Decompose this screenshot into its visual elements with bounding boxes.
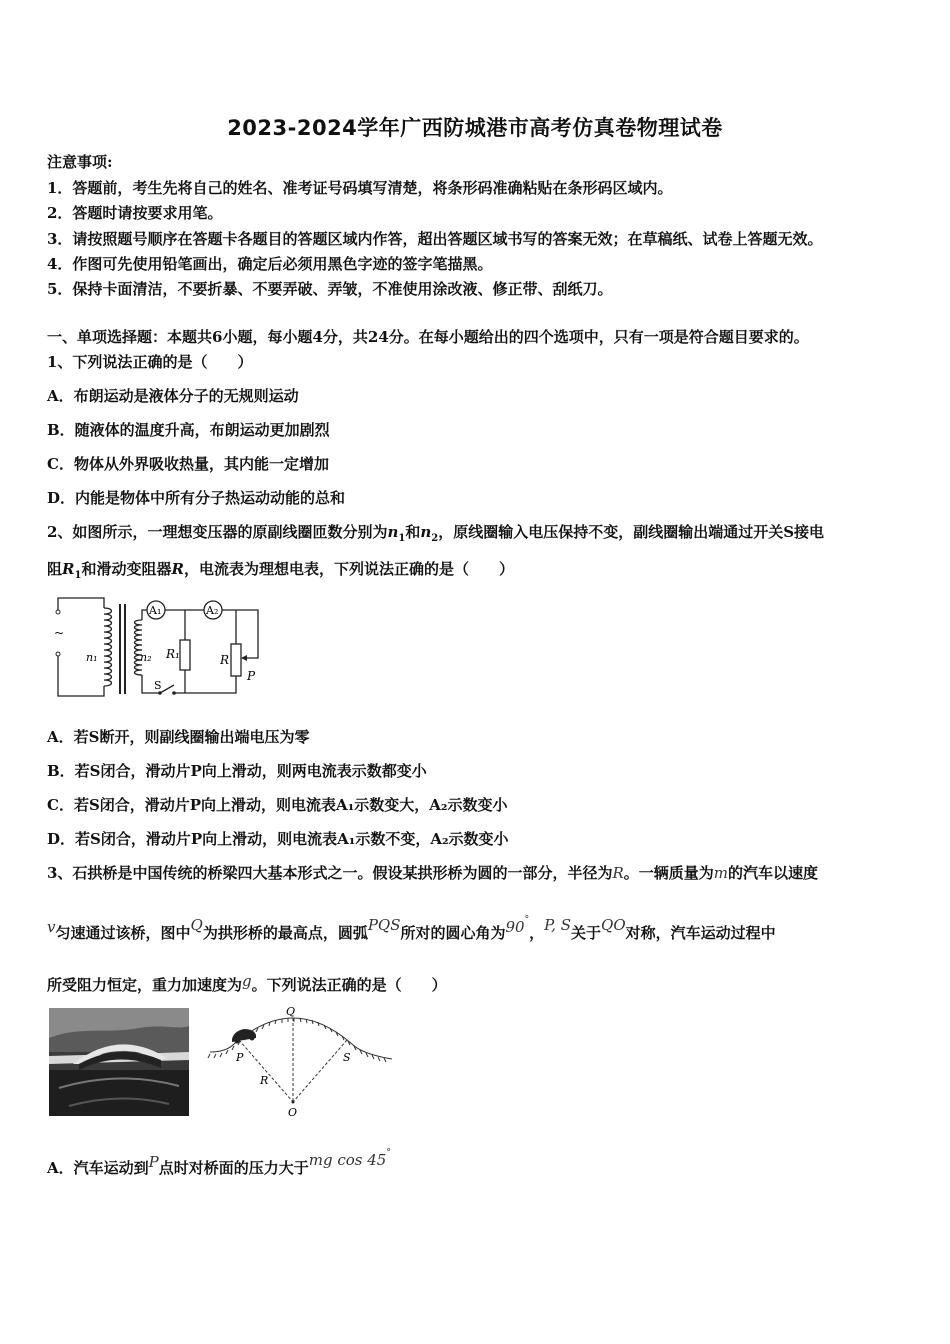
radius-os [293,1040,347,1102]
page-title: 2023-2024学年广西防城港市高考仿真卷物理试卷 [227,116,723,140]
q2-n1: n [387,523,399,541]
question-3-option-a [47,1148,391,1178]
q3-text: 关于 [571,924,602,942]
q3-option-math-degree: ° [386,1148,391,1158]
section-heading: 一、单项选择题：本题共6小题，每小题4分，共24分。在每小题给出的四个选项中，只有一项是符合题目要求的。 [47,328,809,346]
q3-text: 所对的圆心角为 [400,924,506,942]
q3-text: 所受阻力恒定，重力加速度为 [47,976,243,994]
car-wheel [250,1036,255,1041]
secondary-wire [142,610,147,620]
question-2-stem-line2 [47,559,514,586]
arch-bridge-diagram [206,1004,396,1122]
q3-text: 为拱形桥的最高点，圆弧 [202,924,368,942]
terminal [56,610,60,614]
q3-option-text: 点时对桥面的压力大于 [158,1159,309,1177]
q3-math-angle: 90 [505,918,525,936]
q3-math-g: g [242,972,252,990]
q3-math-pqs: PQS [367,916,401,934]
notice-item: 1．答题前，考生先将自己的姓名、准考证号码填写清楚，将条形码准确粘贴在条形码区域内。 [47,179,673,197]
p-label: P [247,669,256,683]
q3-math-qo: QO [601,916,626,934]
n1-label: n₁ [86,651,98,664]
q3-math-degree: ° [524,915,530,925]
question-2-option-c: C．若S闭合，滑动片P向上滑动，则电流表A₁示数变大，A₂示数变小 [47,796,508,814]
switch-contact [172,691,176,695]
question-3-line-3 [47,972,447,995]
wire [174,676,236,693]
label-r: R [260,1074,269,1087]
question-1-stem: 1、下列说法正确的是（ ） [47,353,253,371]
slider-wire [222,610,258,658]
notice-item: 5．保持卡面清洁，不要折暴、不要弄破、弄皱，不准使用涂改液、修正带、刮纸刀。 [47,280,613,298]
radius-op [239,1040,293,1102]
stone-bridge-photo [49,1008,189,1116]
q2-text: ，电流表为理想电表，下列说法正确的是（ ） [183,560,514,578]
q3-math-q: Q [190,916,203,934]
question-3-line-1 [47,863,818,883]
primary-coil [104,608,112,686]
q3-text: ， [529,924,545,942]
car-wheel [235,1039,240,1044]
q2-text: 2、如图所示，一理想变压器的原副线圈匝数分别为 [47,523,388,541]
secondary-coil [135,620,143,675]
r1-label: R₁ [166,647,180,661]
transformer-circuit-figure [48,596,278,704]
q3-text: 。下列说法正确的是（ ） [251,976,447,994]
switch-s-label: S [154,679,162,692]
notice-item: 2．答题时请按要求用笔。 [47,204,223,222]
q3-text: 3、石拱桥是中国传统的桥梁四大基本形式之一。假设某拱形桥为圆的一部分，半径为 [47,864,613,882]
label-o: O [288,1106,298,1119]
q3-text: 对称，汽车运动过程中 [625,924,776,942]
q3-text: 。一辆质量为 [623,864,714,882]
q2-n1-sub: 1 [398,533,406,544]
q3-math-v: v [47,918,56,936]
q3-option-math-p: P [148,1153,159,1171]
q3-option-text: A．汽车运动到 [47,1159,149,1177]
switch-blade [160,685,174,693]
question-1-option-c: C．物体从外界吸收热量，其内能一定增加 [47,455,329,473]
q3-math-r: R [612,864,624,882]
q2-text: 和滑动变阻器 [81,560,172,578]
notice-heading: 注意事项: [47,153,113,171]
q2-r1-sub: 1 [74,570,82,581]
center-point [292,1101,295,1104]
n2-label: n₂ [140,651,152,664]
notice-item: 4．作图可先使用铅笔画出，确定后必须用黑色字迹的签字笔描黑。 [47,255,493,273]
resistor-r1 [180,640,190,670]
q2-text: 阻 [47,560,63,578]
rheostat-r [231,644,241,676]
primary-wire-top [58,598,104,610]
label-q: Q [286,1005,296,1018]
terminal [56,652,60,656]
q2-n2: n [420,523,432,541]
question-2-stem [47,522,824,549]
question-3-line-2 [47,915,776,943]
q2-r1: R [62,560,75,578]
photo-water [49,1070,189,1116]
question-1-option-d: D．内能是物体中所有分子热运动动能的总和 [47,489,346,507]
r-label: R [220,653,230,667]
ammeter-a2-label: A₂ [206,604,219,617]
q2-text: 和 [405,523,421,541]
question-2-option-d: D．若S闭合，滑动片P向上滑动，则电流表A₁示数不变，A₂示数变小 [47,830,509,848]
label-s: S [343,1051,351,1064]
question-1-option-b: B．随液体的温度升高，布朗运动更加剧烈 [47,421,330,439]
q3-option-math-expr: mg cos 45 [308,1151,387,1169]
question-2-option-a: A．若S断开，则副线圈输出端电压为零 [47,728,310,746]
q2-r: R [171,560,184,578]
question-1-option-a: A．布朗运动是液体分子的无规则运动 [47,387,299,405]
q3-math-m: m [713,864,728,882]
question-2-option-b: B．若S闭合，滑动片P向上滑动，则两电流表示数都变小 [47,762,427,780]
q3-math-ps: P, S [544,916,571,934]
ac-source-label: ~ [54,626,65,640]
q2-text: ，原线圈输入电压保持不变，副线圈输出端通过开关S接电 [438,523,825,541]
label-p: P [236,1051,244,1064]
q3-text: 的汽车以速度 [728,864,819,882]
q3-text: 匀速通过该桥，图中 [55,924,191,942]
notice-item: 3．请按照题号顺序在答题卡各题目的答题区域内作答，超出答题区域书写的答案无效；在草稿纸、试卷上答题无效。 [47,230,823,248]
ammeter-a1-label: A₁ [149,604,162,617]
q2-n2-sub: 2 [431,533,439,544]
slider-arrowhead [241,655,247,661]
